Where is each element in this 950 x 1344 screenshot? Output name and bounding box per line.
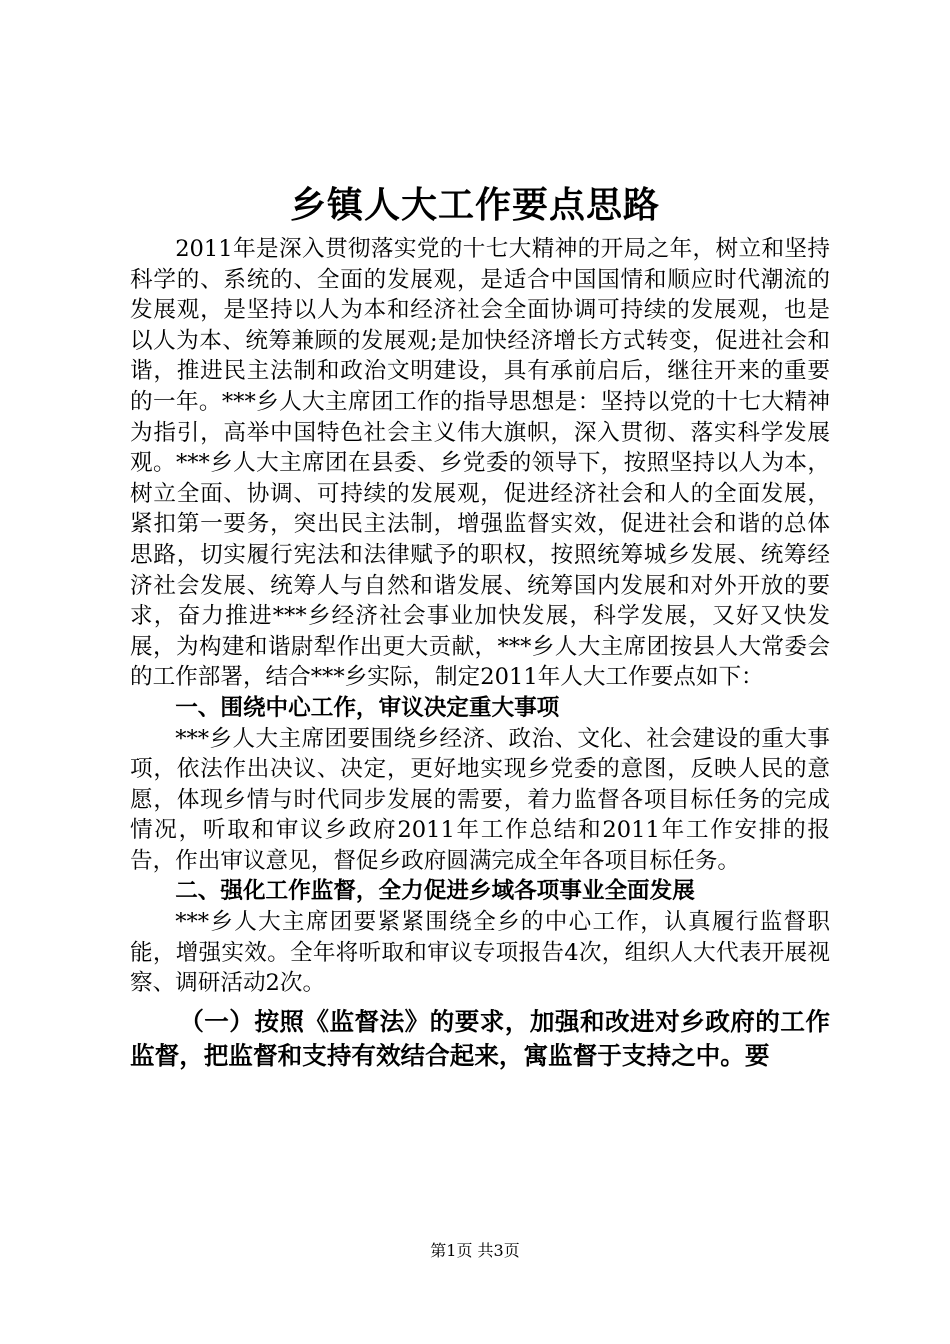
section-2-heading: 二、强化工作监督，全力促进乡域各项事业全面发展 <box>175 878 695 905</box>
document-title: 乡镇人大工作要点思路 <box>289 185 660 226</box>
section-1-heading: 一、围绕中心工作，审议决定重大事项 <box>175 694 560 721</box>
document-body <box>130 234 830 1073</box>
subsection-1-paragraph: （一）按照《监督法》的要求，加强和改进对乡政府的工作监督，把监督和支持有效结合起来，寓监督于支持之中。要 <box>130 1006 830 1070</box>
intro-paragraph: 2011年是深入贯彻落实党的十七大精神的开局之年，树立和坚持科学的、系统的、全面的发展观，是适合中国国情和顺应时代潮流的发展观，是坚持以人为本和经济社会全面协调可持续的发展观，也是以人为本、统筹兼顾的发展观;是加快经济增长方式转变，促进社会和谐，推进民主法制和政治文明建设，具有承前启后，继往开来的重要的一年。***乡人大主席团工作的指导思想是：坚持以党的十七大精神为指引，高举中国特色社会主义伟大旗帜，深入贯彻、落实科学发展观。***乡人大主席团在县委、乡党委的领导下，按照坚持以人为本，树立全面、协调、可持续的发展观，促进经济社会和人的全面发展，紧扣第一要务，突出民主法制，增强监督实效，促进社会和谐的总体思路，切实履行宪法和法律赋予的职权，按照统筹城乡发展、统筹经济社会发展、统筹人与自然和谐发展、统筹国内发展和对外开放的要求，奋力推进***乡经济社会事业加快发展，科学发展，又好又快发展，为构建和谐尉犁作出更大贡献，***乡人大主席团按县人大常委会的工作部署，结合***乡实际，制定2011年人大工作要点如下： <box>130 236 830 691</box>
page-footer: 第1页 共3页 <box>430 1241 520 1260</box>
section-2-paragraph: ***乡人大主席团要紧紧围绕全乡的中心工作，认真履行监督职能，增强实效。全年将听取和审议专项报告4次，组织人大代表开展视察、调研活动2次。 <box>130 909 830 997</box>
section-1-paragraph: ***乡人大主席团要围绕乡经济、政治、文化、社会建设的重大事项，依法作出决议、决定，更好地实现乡党委的意图，反映人民的意愿，体现乡情与时代同步发展的需要，着力监督各项目标任务的完成情况，听取和审议乡政府2011年工作总结和2011年工作安排的报告，作出审议意见，督促乡政府圆满完成全年各项目标任务。 <box>130 725 830 874</box>
